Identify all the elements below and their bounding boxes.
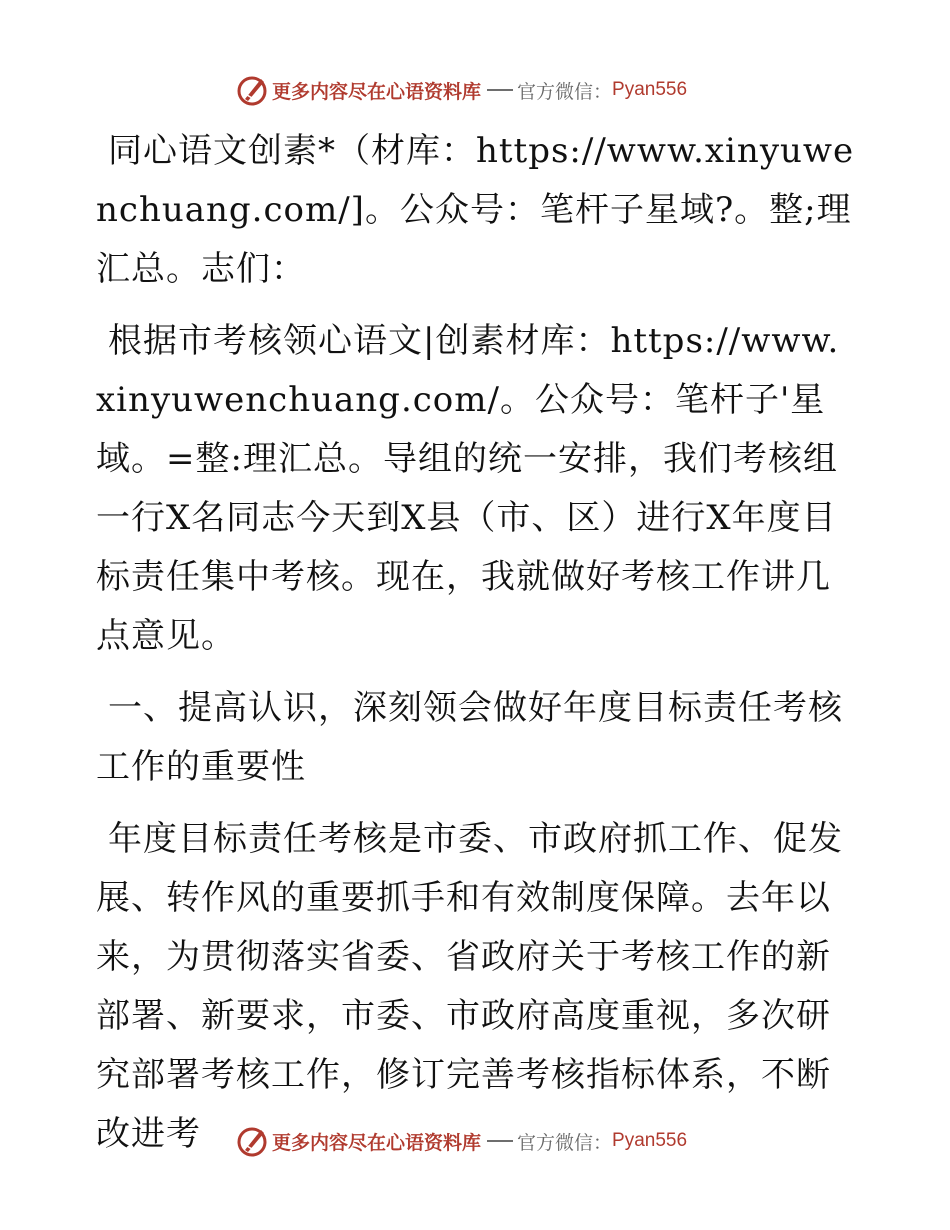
paragraph-body: 年度目标责任考核是市委、市政府抓工作、促发展、转作风的重要抓手和有效制度保障。去年以来，为贯彻落实省委、省政府关于考核工作的新部署、新要求，市委、市政府高度重视，多次研究部署考核工作，修订完善考核指标体系，不断改进考 <box>96 819 843 1154</box>
paragraph-intro: 根据市考核领心语文|创素材库：https://www.xinyuwenchuang.com/。公众号：笔杆子'星域。=整:理汇总。导组的统一安排，我们考核组一行X名同志今天到X县（市、区）进行X年度目标责任集中考核。现在，我就做好考核工作讲几点意见。 <box>96 321 840 656</box>
header-wechat-label: 官方微信： <box>517 80 613 103</box>
header-banner <box>236 70 687 110</box>
paragraph-greeting: 同心语文创素*（材库：https://www.xinyuwenchuang.com/]。公众号：笔杆子星域?。整;理汇总。志们： <box>96 131 855 289</box>
footer-brand-text: 更多内容尽在心语资料库 <box>272 1131 482 1154</box>
footer-banner <box>236 1121 687 1161</box>
header-separator <box>487 89 513 91</box>
footer-separator <box>487 1140 513 1142</box>
header-wechat-id: Pyan556 <box>612 79 688 100</box>
section-heading: 一、提高认识，深刻领会做好年度目标责任考核工作的重要性 <box>96 688 843 787</box>
document-body <box>96 122 856 1177</box>
quill-logo-icon <box>236 1124 270 1158</box>
footer-wechat-label: 官方微信： <box>517 1131 613 1154</box>
header-brand-text: 更多内容尽在心语资料库 <box>272 80 482 103</box>
quill-logo-icon <box>236 73 270 107</box>
footer-wechat-id: Pyan556 <box>612 1130 688 1151</box>
